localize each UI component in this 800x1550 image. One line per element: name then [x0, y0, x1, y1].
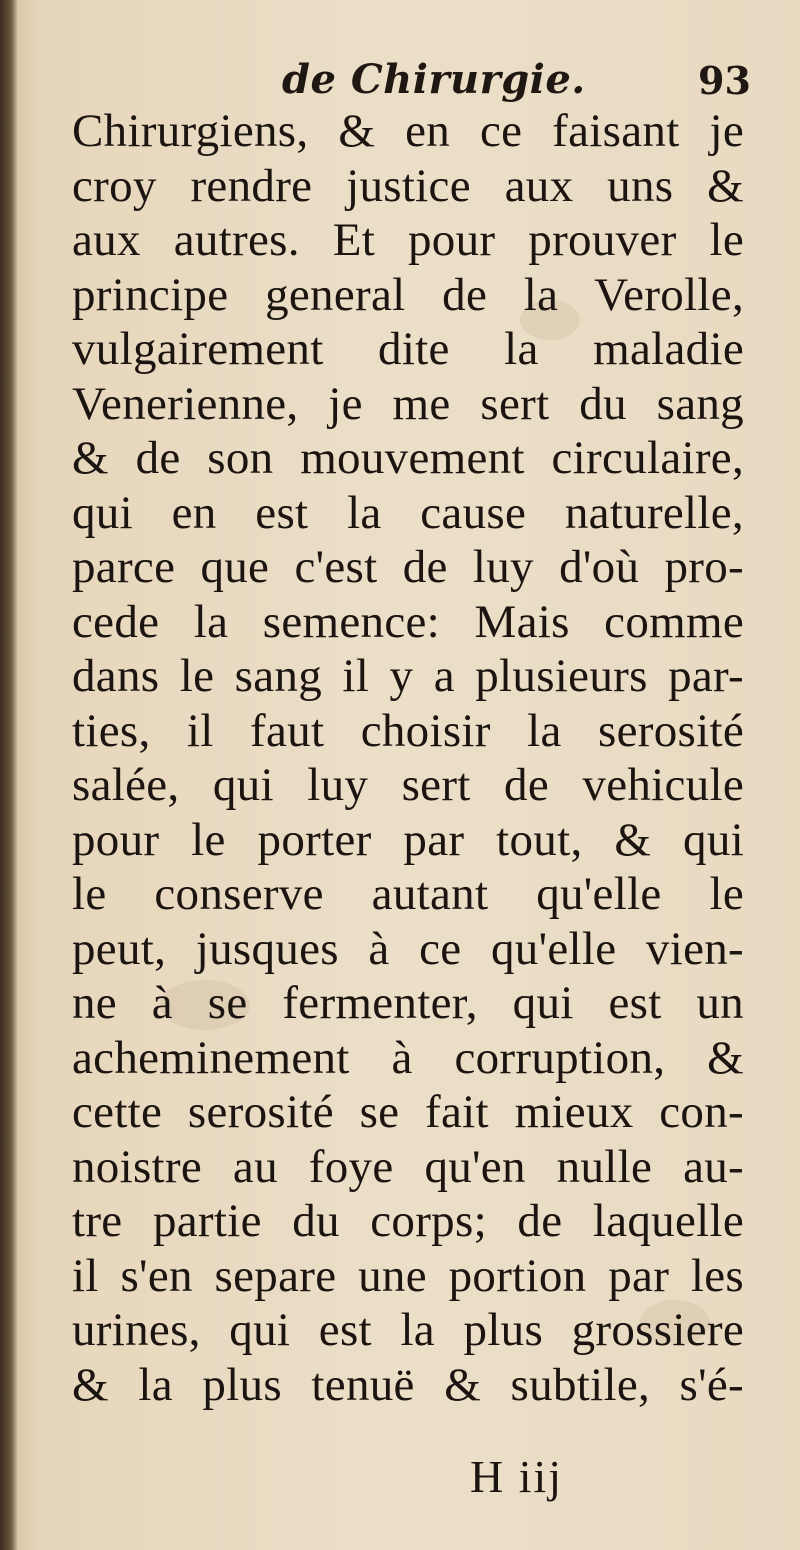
text-line: il s'en separe une portion par les: [72, 1249, 744, 1302]
text-line: ties, il faut choisir la serosité: [72, 704, 744, 757]
body-text: [72, 104, 744, 1412]
text-line: salée, qui luy sert de vehicule: [72, 759, 744, 811]
text-line: tre partie du corps; de laquelle: [72, 1195, 744, 1247]
text-line: parce que c'est de luy d'où pro-: [72, 541, 744, 593]
text-line: dans le sang il y a plusieurs par-: [72, 650, 744, 702]
text-line: ne à se fermenter, qui est un: [72, 977, 744, 1029]
signature-mark: H iij: [470, 1451, 564, 1502]
text-line: principe general de la Verolle,: [72, 268, 744, 321]
text-line: urines, qui est la plus grossiere: [72, 1304, 744, 1356]
text-line: croy rendre justice aux uns &: [72, 159, 744, 212]
text-line: aux autres. Et pour prouver le: [72, 214, 744, 266]
text-line: pour le porter par tout, & qui: [72, 813, 744, 866]
text-line: cede la semence: Mais comme: [72, 595, 744, 648]
text-line: cette serosité se fait mieux con-: [72, 1086, 744, 1138]
text-line: Chirurgiens, & en ce faisant je: [72, 105, 744, 157]
text-line: qui en est la cause naturelle,: [72, 486, 744, 539]
text-line: acheminement à corruption, &: [72, 1031, 744, 1084]
text-line: Venerienne, je me sert du sang: [72, 377, 744, 430]
text-line: vulgairement dite la maladie: [72, 323, 744, 375]
page-header: [0, 52, 800, 112]
running-title: de Chirurgie.: [282, 56, 586, 103]
page-number: 93: [698, 58, 751, 103]
text-line: & la plus tenuë & subtile, s'é-: [72, 1358, 744, 1411]
page-gutter: [0, 0, 18, 1550]
text-line: noistre au foye qu'en nulle au-: [72, 1140, 744, 1193]
text-line: peut, jusques à ce qu'elle vien-: [72, 922, 744, 975]
text-line: & de son mouvement circulaire,: [72, 432, 744, 484]
text-line: le conserve autant qu'elle le: [72, 868, 744, 920]
